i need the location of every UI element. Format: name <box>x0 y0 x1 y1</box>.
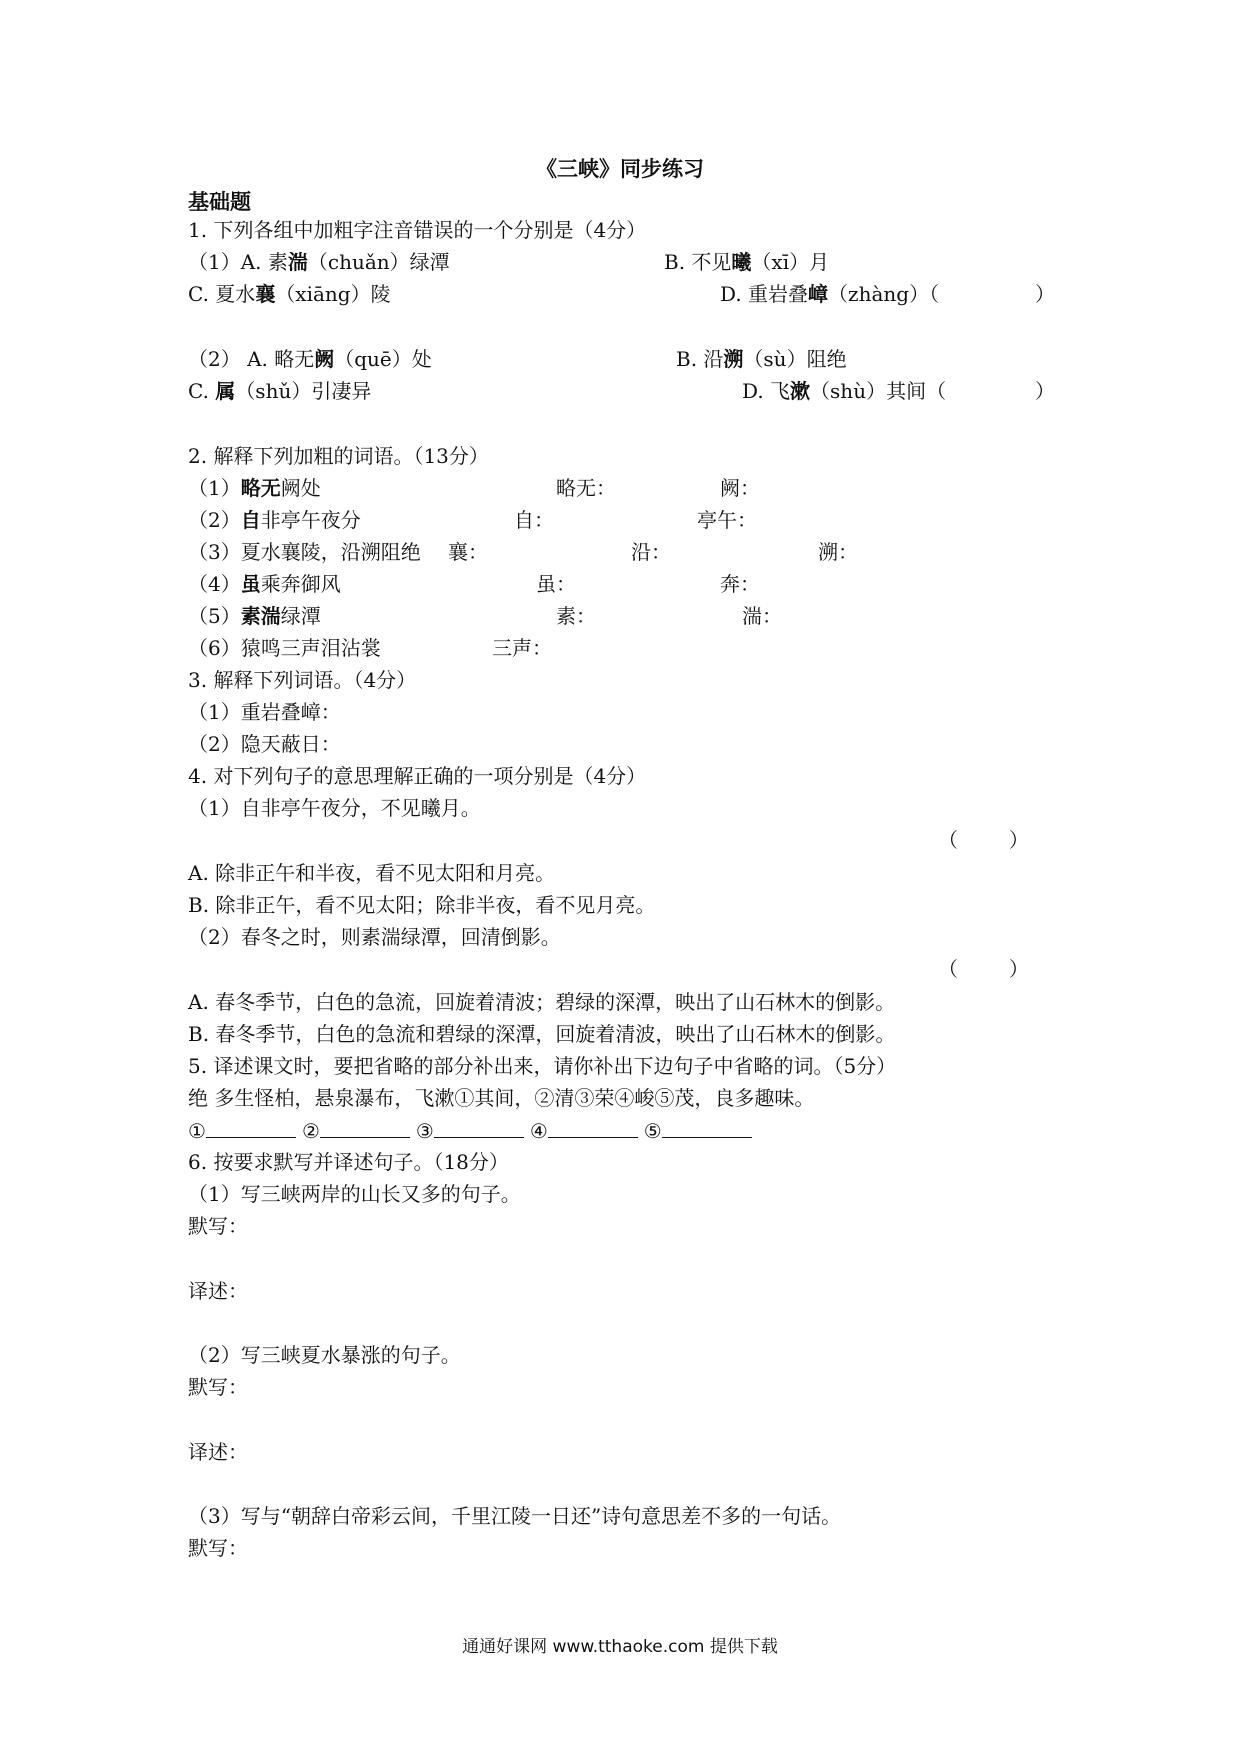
answer-blank[interactable] <box>662 1117 752 1138</box>
q2-key-1: 襄： <box>448 540 488 564</box>
write-label: 默写： <box>188 1214 248 1238</box>
bold-char: 溯 <box>723 347 744 371</box>
answer-paren: （ ） <box>938 828 1029 852</box>
text-span: （quē）处 <box>334 347 432 371</box>
q2-key-1: 虽： <box>536 572 576 596</box>
write-label: 默写： <box>188 1375 248 1399</box>
q5-stem: 5. 译述课文时，要把省略的部分补出来，请你补出下边句子中省略的词。（5分） <box>188 1054 897 1078</box>
q4-sentence-1: （1）自非亭午夜分，不见曦月。 <box>188 796 481 820</box>
q2-row <box>188 475 321 501</box>
q5-blank-row <box>188 1117 758 1144</box>
text-span: （chuǎn）绿潭 <box>307 250 450 274</box>
q4-s2-option-a: A. 春冬季节，白色的急流，回旋着清波；碧绿的深潭，映出了山石林木的倒影。 <box>188 990 896 1014</box>
q6-prompt-3: （3）写与“朝辞白帝彩云间，千里江陵一日还”诗句意思差不多的一句话。 <box>188 1504 842 1528</box>
q5-sentence: 绝 多生怪柏，悬泉瀑布，飞漱①其间，②清③荣④峻⑤茂，良多趣味。 <box>188 1086 815 1110</box>
text-span: （3） <box>188 540 241 564</box>
page-title: 《三峡》同步练习 <box>536 157 704 181</box>
bold-char: 襄 <box>255 282 276 306</box>
bold-word: 素湍 <box>240 604 281 628</box>
text-span: （4） <box>188 572 241 596</box>
text-span: B. 沿 <box>676 347 724 371</box>
text-span: C. 夏水 <box>188 282 256 306</box>
blank-label: ④ <box>529 1119 548 1143</box>
text-span: 非亭午夜分 <box>260 508 361 532</box>
bold-word: 略无 <box>240 476 281 500</box>
text-span: （xiāng）陵 <box>275 282 391 306</box>
q2-row <box>188 507 361 533</box>
blank-label: ③ <box>415 1119 434 1143</box>
q2-key-2: 奔： <box>720 572 760 596</box>
text-span: 猿鸣三声泪沾裳 <box>240 636 381 660</box>
q6-stem: 6. 按要求默写并译述句子。（18分） <box>188 1150 509 1174</box>
q2-key-1: 素： <box>556 604 596 628</box>
q1-g2-option-a <box>188 346 432 372</box>
q1-g1-option-b <box>664 249 829 275</box>
bold-char: 曦 <box>731 250 752 274</box>
text-span: D. 飞 <box>742 379 791 403</box>
q2-key-1: 自： <box>514 508 554 532</box>
text-span: D. 重岩叠 <box>720 282 809 306</box>
section-heading: 基础题 <box>188 190 251 214</box>
text-span: 夏水襄陵，沿溯阻绝 <box>240 540 421 564</box>
text-span: （zhàng）（ <box>828 282 940 306</box>
translate-label: 译述： <box>188 1279 248 1303</box>
text-span: C. <box>188 379 216 403</box>
q6-prompt-1: （1）写三峡两岸的山长又多的句子。 <box>188 1182 521 1206</box>
q2-row <box>188 571 341 597</box>
q2-key-1: 略无： <box>556 476 616 500</box>
bold-char: 湍 <box>287 250 308 274</box>
q2-key-2: 湍： <box>742 604 782 628</box>
answer-blank[interactable] <box>434 1117 524 1138</box>
q1-g1-option-c <box>188 281 391 307</box>
blank-label: ⑤ <box>643 1119 662 1143</box>
text-span: 乘奔御风 <box>260 572 341 596</box>
q4-s1-option-b: B. 除非正午，看不见太阳；除非半夜，看不见月亮。 <box>188 893 656 917</box>
q2-key-3: 溯： <box>818 540 858 564</box>
text-span: （shù）其间（ <box>810 379 947 403</box>
text-span: B. 不见 <box>664 250 732 274</box>
text-span: （xī）月 <box>751 250 830 274</box>
answer-blank[interactable] <box>320 1117 410 1138</box>
q2-key-1: 三声： <box>492 636 552 660</box>
q6-prompt-2: （2）写三峡夏水暴涨的句子。 <box>188 1343 461 1367</box>
answer-paren-close: ） <box>1035 379 1055 403</box>
q4-stem: 4. 对下列句子的意思理解正确的一项分别是（4分） <box>188 764 647 788</box>
bold-word: 自 <box>240 508 261 532</box>
text-span: 绿潭 <box>280 604 321 628</box>
blank-label: ① <box>188 1119 206 1143</box>
write-label: 默写： <box>188 1536 248 1560</box>
q4-sentence-2: （2）春冬之时，则素湍绿潭，回清倒影。 <box>188 925 561 949</box>
bold-char: 阙 <box>314 347 335 371</box>
q1-g2-option-c <box>188 378 371 404</box>
text-span: （1） <box>188 476 241 500</box>
page-footer: 通通好课网 www.tthaoke.com 提供下载 <box>462 1637 778 1657</box>
q1-g2-option-b <box>676 346 847 372</box>
q2-stem: 2. 解释下列加粗的词语。（13分） <box>188 444 489 468</box>
bold-char: 嶂 <box>808 282 829 306</box>
q4-s1-option-a: A. 除非正午和半夜，看不见太阳和月亮。 <box>188 861 556 885</box>
q4-s2-option-b: B. 春冬季节，白色的急流和碧绿的深潭，回旋着清波，映出了山石林木的倒影。 <box>188 1022 896 1046</box>
q2-key-2: 亭午： <box>697 508 757 532</box>
text-span: （6） <box>188 636 241 660</box>
translate-label: 译述： <box>188 1440 248 1464</box>
q1-g2-option-d <box>742 378 946 404</box>
text-span: （1）A. 素 <box>188 250 288 274</box>
q3-item-1: （1）重岩叠嶂： <box>188 700 341 724</box>
q2-key-2: 沿： <box>631 540 671 564</box>
q2-row <box>188 539 421 565</box>
q2-key-2: 阙： <box>720 476 760 500</box>
text-span: （2） <box>188 508 241 532</box>
answer-paren-close: ） <box>1035 282 1055 306</box>
q1-stem: 1. 下列各组中加粗字注音错误的一个分别是（4分） <box>188 218 647 242</box>
answer-paren: （ ） <box>938 957 1029 981</box>
text-span: （sù）阻绝 <box>743 347 847 371</box>
q3-stem: 3. 解释下列词语。（4分） <box>188 668 417 692</box>
bold-char: 属 <box>215 379 236 403</box>
text-span: （shǔ）引凄异 <box>235 379 372 403</box>
text-span: 阙处 <box>280 476 321 500</box>
answer-blank[interactable] <box>206 1117 296 1138</box>
q1-g1-option-a <box>188 249 450 275</box>
q2-row <box>188 635 381 661</box>
text-span: （2） A. 略无 <box>188 347 315 371</box>
answer-blank[interactable] <box>548 1117 638 1138</box>
text-span: （5） <box>188 604 241 628</box>
bold-char: 漱 <box>790 379 811 403</box>
q3-item-2: （2）隐天蔽日： <box>188 732 341 756</box>
bold-word: 虽 <box>240 572 261 596</box>
q1-g1-option-d <box>720 281 939 307</box>
blank-label: ② <box>301 1119 320 1143</box>
q2-row <box>188 603 321 629</box>
